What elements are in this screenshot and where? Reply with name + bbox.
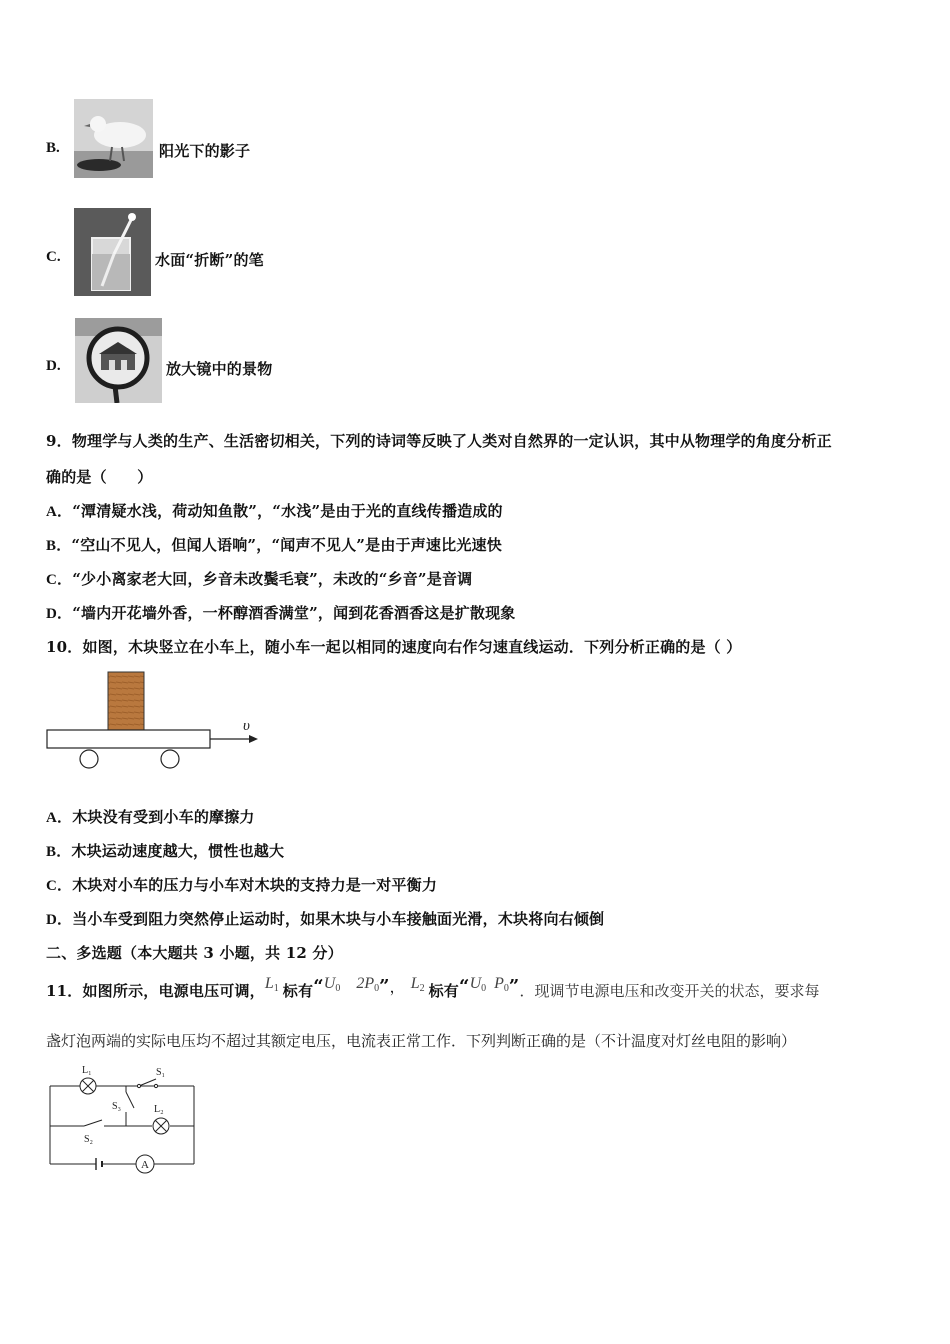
s3-label: S₃ xyxy=(112,1101,122,1112)
l1-label: L₁ xyxy=(82,1065,92,1076)
q10-option-c-letter: C． xyxy=(46,878,73,894)
q8-option-c-text: 水面“折断”的笔 xyxy=(155,251,264,269)
q11-stem-line1 xyxy=(46,970,820,1000)
q8-option-b-letter: B. xyxy=(46,140,60,156)
cart-wheel-right xyxy=(161,750,179,768)
magnifier-icon xyxy=(75,318,162,403)
q11-marked-1: 标有 xyxy=(282,982,314,1000)
l2-label: L₂ xyxy=(154,1104,164,1115)
cart-body xyxy=(47,730,210,748)
q11-quote-open-2: “ xyxy=(459,976,470,997)
q10-option-c xyxy=(46,874,437,895)
q9-option-d-letter: D． xyxy=(46,606,73,622)
q9-stem-line1: 9．物理学与人类的生产、生活密切相关，下列的诗词等反映了人类对自然界的一定认识，其中从物理学的角度分析正 xyxy=(46,432,832,450)
magnifier-photo xyxy=(75,318,162,403)
q10-option-a xyxy=(46,806,255,827)
q11-circuit-diagram xyxy=(44,1062,204,1174)
q11-quote-close-1: ” xyxy=(379,976,390,997)
q9-option-c xyxy=(46,568,472,589)
wooden-block xyxy=(108,672,144,730)
q9-option-b-letter: B． xyxy=(46,538,72,554)
q11-l1-rating: $U_0$ $2P_0$ xyxy=(323,975,380,994)
pencil-in-water-photo xyxy=(74,208,151,296)
section2-heading: 二、多选题（本大题共 3 小题，共 12 分） xyxy=(46,944,343,962)
ammeter-label: A xyxy=(141,1159,149,1171)
q10-option-d-letter: D． xyxy=(46,912,73,928)
q10-option-a-letter: A． xyxy=(46,810,73,826)
q11-l2-symbol: $L_2$ xyxy=(410,975,425,994)
glass-icon xyxy=(74,208,151,296)
q11-prefix: 11．如图所示，电源电压可调， xyxy=(46,982,265,1000)
q11-separator: ， xyxy=(389,978,405,996)
q8-option-b-text: 阳光下的影子 xyxy=(159,142,251,160)
q10-option-a-text: 木块没有受到小车的摩擦力 xyxy=(72,808,255,826)
q9-option-a-letter: A． xyxy=(46,504,73,520)
q11-quote-close-2: ” xyxy=(508,976,520,997)
q11-l2-rating: $U_0$ $P_0$ xyxy=(469,975,509,994)
s1-label: S₁ xyxy=(156,1067,166,1078)
q9-option-d xyxy=(46,602,516,623)
q8-option-c-letter: C. xyxy=(46,249,61,265)
q9-option-b-text: “空山不见人，但闻人语响”，“闻声不见人”是由于声速比光速快 xyxy=(71,536,502,554)
dove-shadow-photo xyxy=(74,99,153,178)
q9-option-a-text: “潭清疑水浅，荷动知鱼散”，“水浅”是由于光的直线传播造成的 xyxy=(72,502,503,520)
q9-option-a xyxy=(46,500,503,521)
q10-option-c-text: 木块对小车的压力与小车对木块的支持力是一对平衡力 xyxy=(72,876,438,894)
q10-option-d xyxy=(46,908,604,929)
q11-marked-2: 标有 xyxy=(428,982,459,1000)
q11-stem-line2: 盏灯泡两端的实际电压均不超过其额定电压，电流表正常工作．下列判断正确的是（不计温度对灯丝电阻的影响） xyxy=(46,1032,797,1050)
q11-l1-symbol: $L_1$ xyxy=(264,975,279,994)
q8-option-d-text: 放大镜中的景物 xyxy=(166,360,273,378)
q9-option-c-letter: C． xyxy=(46,572,73,588)
q10-option-b xyxy=(46,840,284,861)
q10-option-b-text: 木块运动速度越大，惯性也越大 xyxy=(71,842,285,860)
s2-label: S₂ xyxy=(84,1134,94,1145)
q11-quote-open-1: “ xyxy=(313,976,324,997)
q10-stem: 10．如图，木块竖立在小车上，随小车一起以相同的速度向右作匀速直线运动．下列分析正确的是（ ） xyxy=(46,638,742,656)
q11-suffix: ．现调节电源电压和改变开关的状态，要求每 xyxy=(519,982,820,1000)
q9-stem-line2: 确的是（ ） xyxy=(46,468,153,486)
q10-option-d-text: 当小车受到阻力突然停止运动时，如果木块与小车接触面光滑，木块将向右倾倒 xyxy=(72,910,605,928)
dove-icon xyxy=(74,99,153,178)
cart-wheel-left xyxy=(80,750,98,768)
arrow-head-icon xyxy=(249,735,258,743)
q9-option-b xyxy=(46,534,502,555)
q8-option-d-letter: D. xyxy=(46,358,61,374)
q10-option-b-letter: B． xyxy=(46,844,72,860)
cart-block-diagram xyxy=(44,668,274,774)
velocity-label: υ xyxy=(243,718,250,734)
q9-option-d-text: “墙内开花墙外香，一杯醇酒香满堂”，闻到花香酒香这是扩散现象 xyxy=(72,604,516,622)
q9-option-c-text: “少小离家老大回，乡音未改鬓毛衰”，未改的“乡音”是音调 xyxy=(72,570,473,588)
